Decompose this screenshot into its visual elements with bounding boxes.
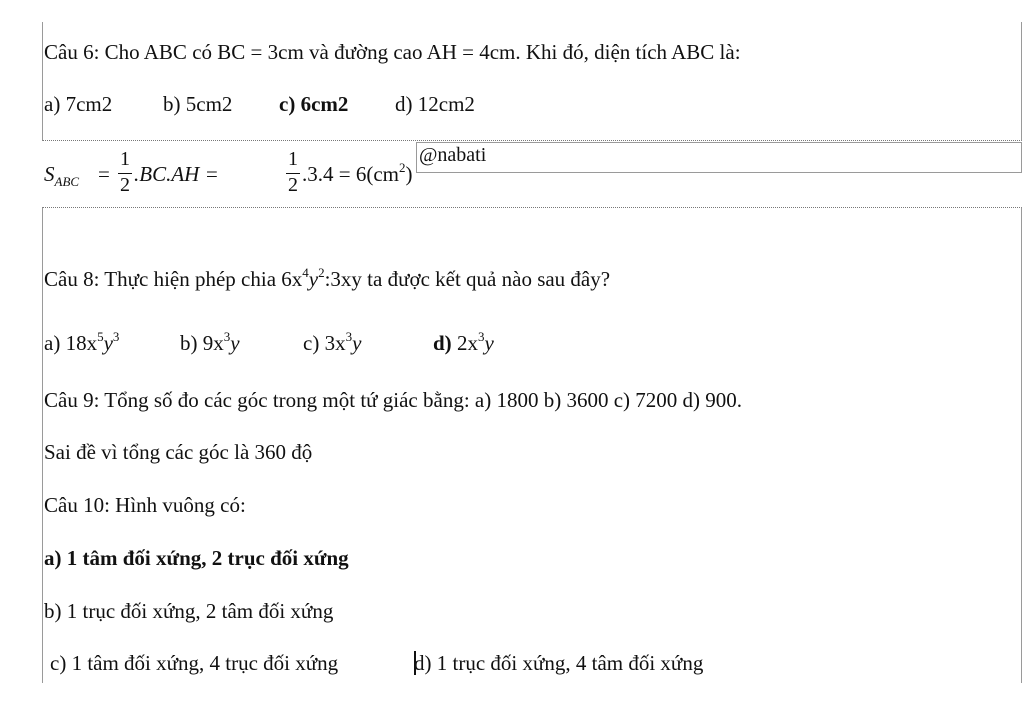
q10-question: Câu 10: Hình vuông có: bbox=[44, 493, 246, 517]
q8-question: Câu 8: Thực hiện phép chia $6x^4y^2:3xy$ ta được kết quả nào sau đây? bbox=[44, 265, 611, 291]
formula-rhs: $.3.4 = 6(cm^2)$ bbox=[302, 160, 413, 186]
nickname-box bbox=[416, 142, 1022, 173]
q10-option-b: b) 1 trục đối xứng, 2 tâm đối xứng bbox=[44, 599, 334, 623]
q8-option-d: d) $2x^3y$ bbox=[433, 329, 494, 355]
formula-mid: .BC.AH = bbox=[134, 162, 219, 186]
q10-option-c: c) 1 tâm đối xứng, 4 trục đối xứng bbox=[50, 651, 339, 675]
q6-option-c: c) 6cm2 bbox=[279, 92, 349, 116]
q9-question: Câu 9: Tổng số đo các góc trong một tứ giác bằng: a) 1800 b) 3600 c) 7200 d) 900. bbox=[44, 388, 743, 412]
q8-option-b: b) $9x^3y$ bbox=[180, 329, 240, 355]
formula-eq: = bbox=[98, 162, 110, 186]
q6-option-d: d) 12cm2 bbox=[395, 92, 475, 116]
q10-option-d: d) 1 trục đối xứng, 4 tâm đối xứng bbox=[414, 651, 704, 675]
nickname-label: @nabati bbox=[419, 144, 487, 166]
q6-question: Câu 6: Cho ABC có BC = 3cm và đường cao AH = 4cm. Khi đó, diện tích ABC là: bbox=[44, 40, 741, 64]
q9-note: Sai đề vì tổng các góc là 360 độ bbox=[44, 440, 313, 464]
q6-option-b: b) 5cm2 bbox=[163, 92, 233, 116]
q10-option-a: a) 1 tâm đối xứng, 2 trục đối xứng bbox=[44, 546, 349, 570]
q8-option-c: c) $3x^3y$ bbox=[303, 329, 362, 355]
q8-option-a: a) $18x^5y^3$ bbox=[44, 329, 120, 355]
formula-lhs: $S_{ABC}$ bbox=[44, 162, 80, 189]
q6-option-a: a) 7cm2 bbox=[44, 92, 113, 116]
